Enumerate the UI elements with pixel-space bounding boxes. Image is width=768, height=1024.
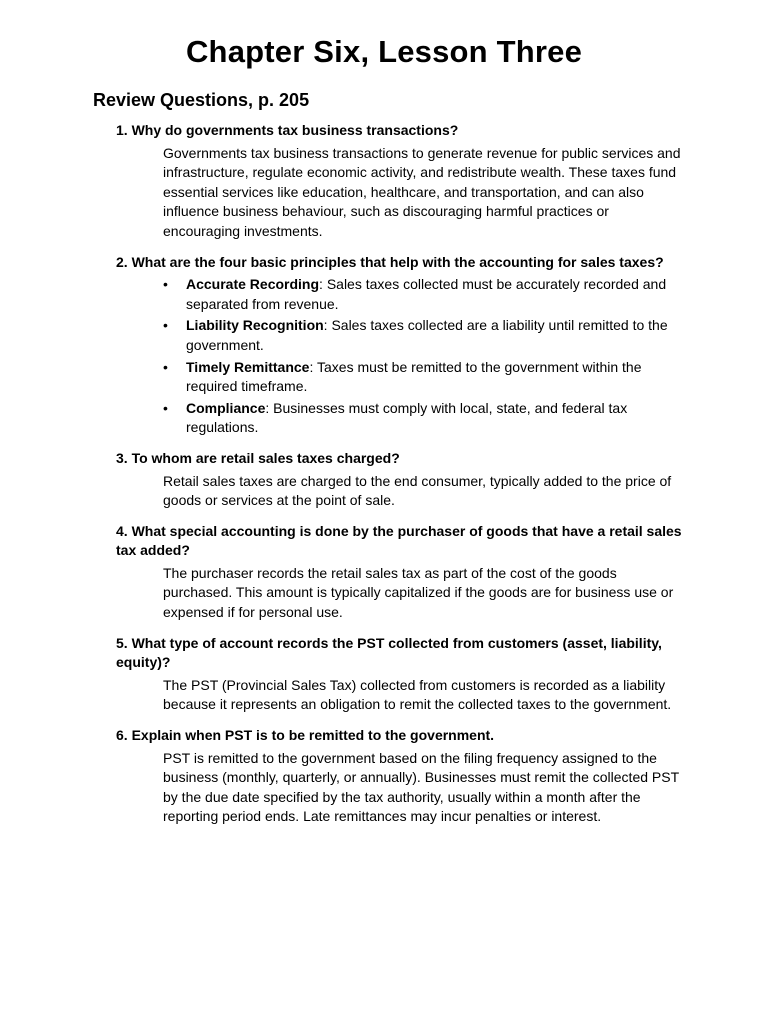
answer-text: Governments tax business transactions to generate revenue for public services and infrastructure, regulate economic activity, and redistribute wealth. These taxes fund essential services like education, healthcare, and transportation, and can also influence business behaviour, such as discouraging harmful practices or encouraging investments. <box>163 144 681 239</box>
question-list <box>116 121 682 838</box>
question-text: 5. What type of account records the PST collected from customers (asset, liability, equity)? <box>116 634 662 671</box>
question-4 <box>116 522 682 623</box>
page-title: Chapter Six, Lesson Three <box>185 34 583 69</box>
bullet-term: Accurate Recording <box>186 276 320 293</box>
question-text: 3. To whom are retail sales taxes charged? <box>116 449 400 466</box>
bullet-description: : Sales taxes collected must be accurately recorded and separated from revenue. <box>186 276 667 312</box>
question-5 <box>116 634 682 715</box>
bullet-term: Compliance <box>186 399 266 416</box>
bullet-description: : Taxes must be remitted to the government within the required timeframe. <box>186 358 642 395</box>
answer-text: Retail sales taxes are charged to the end consumer, typically added to the price of goods or services at the point of sale. <box>163 472 672 509</box>
list-item <box>163 399 682 438</box>
question-text: 4. What special accounting is done by the purchaser of goods that have a retail sales tax added? <box>116 522 682 559</box>
list-item <box>163 358 682 397</box>
list-item <box>163 316 682 355</box>
question-1 <box>116 121 682 242</box>
principles-list <box>163 275 682 438</box>
answer-text: The PST (Provincial Sales Tax) collected from customers is recorded as a liability because it represents an obligation to remit the collected taxes to the government. <box>163 676 672 713</box>
bullet-icon: • <box>163 358 168 375</box>
bullet-term: Liability Recognition <box>186 317 324 334</box>
bullet-description: : Sales taxes collected are a liability until remitted to the government. <box>186 317 668 353</box>
question-3 <box>116 449 682 511</box>
question-6 <box>116 726 682 827</box>
bullet-icon: • <box>163 276 168 293</box>
bullet-icon: • <box>163 317 168 334</box>
question-2 <box>116 253 682 438</box>
bullet-description: : Businesses must comply with local, state, and federal tax regulations. <box>186 399 628 436</box>
bullet-icon: • <box>163 399 168 416</box>
answer-text: PST is remitted to the government based on the filing frequency assigned to the business (monthly, quarterly, or annually). Businesses must remit the collected PST by the due date specified by the tax authority, usually within a month after the reporting period ends. Late remittances may incur penalties or interest. <box>163 749 679 825</box>
list-item <box>163 275 682 314</box>
answer-text: The purchaser records the retail sales tax as part of the cost of the goods purchased. This amount is typically capitalized if the goods are for business use or expensed if for personal use. <box>163 564 674 621</box>
bullet-term: Timely Remittance <box>186 358 310 375</box>
question-text: 1. Why do governments tax business transactions? <box>116 122 459 138</box>
section-heading: Review Questions, p. 205 <box>93 90 310 110</box>
question-text: 2. What are the four basic principles that help with the accounting for sales taxes? <box>116 253 664 270</box>
question-text: 6. Explain when PST is to be remitted to the government. <box>116 727 495 744</box>
